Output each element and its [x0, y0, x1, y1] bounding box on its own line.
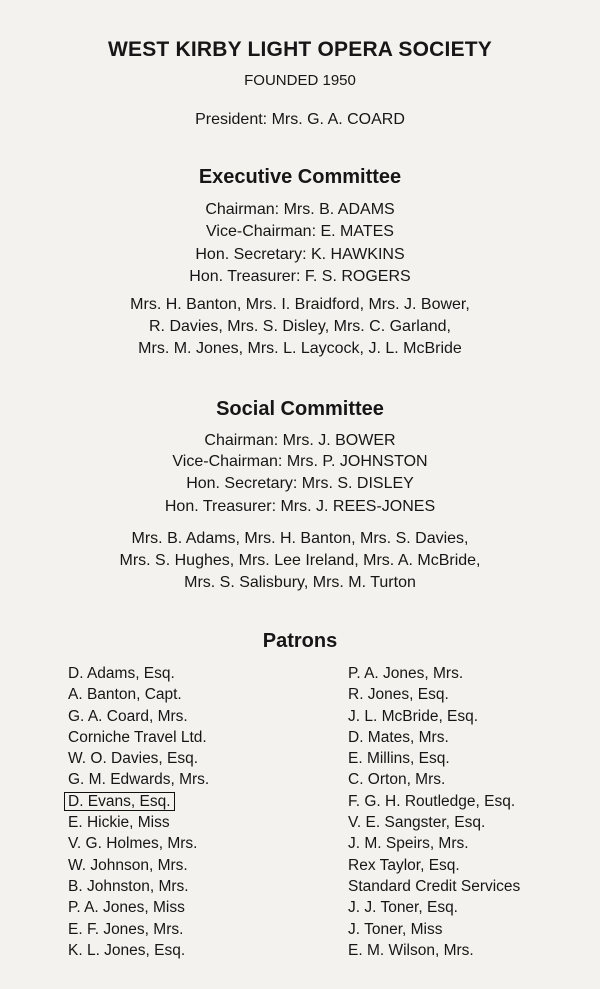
patron-entry: J. J. Toner, Esq.	[348, 899, 458, 917]
executive-heading: Executive Committee	[198, 166, 402, 188]
executive-vice-chairman: Vice-Chairman: E. MATES	[206, 223, 394, 240]
patron-entry: P. A. Jones, Mrs.	[348, 665, 464, 682]
patron-entry: A. Banton, Capt.	[68, 686, 182, 704]
patrons-left-column	[68, 663, 209, 961]
patron-entry: G. A. Coard, Mrs.	[68, 707, 188, 725]
social-heading: Social Committee	[216, 398, 384, 420]
patron-entry: J. Toner, Miss	[348, 920, 443, 938]
patrons-right-column	[348, 663, 520, 961]
patron-entry: Standard Credit Services	[348, 877, 521, 895]
patron-entry: D. Mates, Mrs.	[348, 728, 449, 746]
social-members-line: Mrs. B. Adams, Mrs. H. Banton, Mrs. S. Davies,	[131, 530, 469, 547]
patron-entry: P. A. Jones, Miss	[68, 899, 185, 917]
patron-entry: J. L. McBride, Esq.	[348, 707, 479, 725]
patron-entry: F. G. H. Routledge, Esq.	[348, 792, 516, 810]
patron-entry: Corniche Travel Ltd.	[68, 728, 207, 746]
founded-line: FOUNDED 1950	[244, 72, 356, 89]
patron-entry: B. Johnston, Mrs.	[68, 877, 189, 895]
highlight-box: D. Evans, Esq.	[64, 792, 175, 811]
executive-members-line: Mrs. H. Banton, Mrs. I. Braidford, Mrs. J. Bower,	[130, 296, 470, 313]
patron-entry: D. Adams, Esq.	[68, 665, 175, 682]
patrons-heading: Patrons	[262, 630, 338, 652]
patron-entry: G. M. Edwards, Mrs.	[68, 771, 210, 789]
patron-entry: V. G. Holmes, Mrs.	[68, 835, 198, 853]
social-members-line: Mrs. S. Salisbury, Mrs. M. Turton	[184, 574, 416, 591]
president-line: President: Mrs. G. A. COARD	[195, 111, 405, 128]
patron-entry: J. M. Speirs, Mrs.	[348, 835, 469, 853]
executive-treasurer: Hon. Treasurer: F. S. ROGERS	[189, 268, 411, 285]
social-treasurer: Hon. Treasurer: Mrs. J. REES-JONES	[164, 498, 436, 515]
patron-entry: E. Millins, Esq.	[348, 750, 450, 768]
patron-entry: W. Johnson, Mrs.	[68, 856, 188, 874]
social-secretary: Hon. Secretary: Mrs. S. DISLEY	[186, 475, 414, 492]
patron-entry-boxed	[68, 791, 209, 812]
social-members-line: Mrs. S. Hughes, Mrs. Lee Ireland, Mrs. A. McBride,	[119, 552, 481, 569]
executive-chairman: Chairman: Mrs. B. ADAMS	[205, 201, 395, 218]
society-title: WEST KIRBY LIGHT OPERA SOCIETY	[107, 38, 493, 61]
patron-entry: Rex Taylor, Esq.	[348, 856, 460, 874]
patron-entry: E. M. Wilson, Mrs.	[348, 941, 474, 959]
patron-entry: R. Jones, Esq.	[348, 686, 449, 704]
patron-entry: E. F. Jones, Mrs.	[68, 920, 184, 938]
executive-members-line: Mrs. M. Jones, Mrs. L. Laycock, J. L. McBride	[138, 340, 462, 357]
patron-entry: E. Hickie, Miss	[68, 814, 170, 832]
patron-entry: V. E. Sangster, Esq.	[348, 814, 486, 832]
patron-entry: C. Orton, Mrs.	[348, 771, 446, 789]
executive-secretary: Hon. Secretary: K. HAWKINS	[195, 246, 405, 263]
patron-entry: K. L. Jones, Esq.	[68, 941, 186, 959]
social-vice-chairman: Vice-Chairman: Mrs. P. JOHNSTON	[172, 453, 428, 470]
patron-entry: W. O. Davies, Esq.	[68, 750, 199, 768]
social-chairman: Chairman: Mrs. J. BOWER	[204, 432, 396, 449]
executive-members-line: R. Davies, Mrs. S. Disley, Mrs. C. Garland,	[149, 318, 451, 335]
